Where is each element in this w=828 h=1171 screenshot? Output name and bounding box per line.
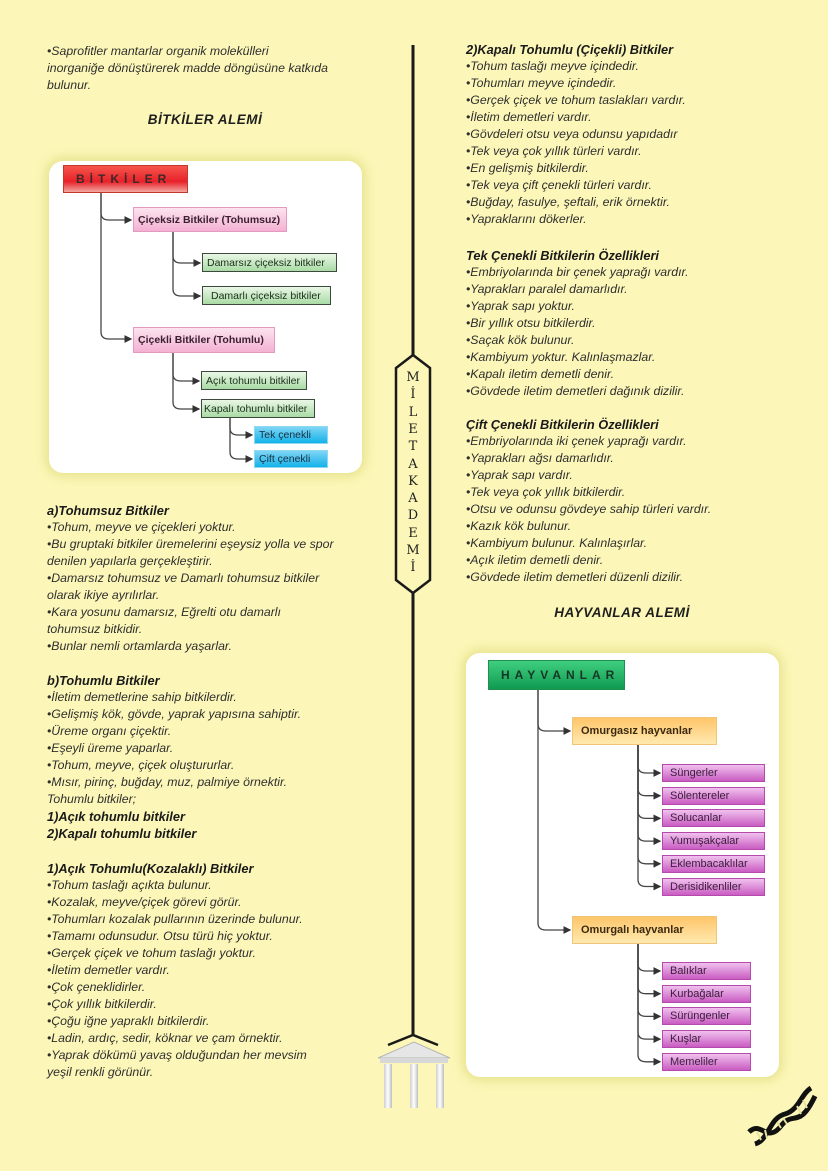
bullet-line: •Yaprak sapı vardır. bbox=[466, 468, 573, 482]
bullet-line: •İletim demetleri vardır. bbox=[466, 110, 592, 124]
bullet-line: •Kara yosunu damarsız, Eğrelti otu damarlı bbox=[47, 605, 281, 619]
vertebrates-box: Omurgalı hayvanlar bbox=[572, 916, 717, 944]
bullet-line: •Tek veya çok yıllık türleri vardır. bbox=[466, 144, 642, 158]
bullet-line: •Ladin, ardıç, sedir, köknar ve çam örnektir. bbox=[47, 1031, 283, 1045]
bullet-line: •Saçak kök bulunur. bbox=[466, 333, 575, 347]
connector-arrow bbox=[638, 745, 660, 773]
divider-letter: M bbox=[406, 370, 420, 385]
connector-arrow bbox=[101, 193, 131, 220]
animals-kingdom-title: HAYVANLAR ALEMİ bbox=[554, 605, 690, 620]
animals-diagram bbox=[466, 653, 779, 1077]
bullet-line: •Çok çeneklidirler. bbox=[47, 980, 146, 994]
bullet-line: olarak ikiye ayrılırlar. bbox=[47, 588, 160, 602]
section-heading: 2)Kapalı Tohumlu (Çiçekli) Bitkiler bbox=[466, 42, 674, 57]
connector-arrow bbox=[638, 944, 660, 994]
bullet-line: •Kambiyum yoktur. Kalınlaşmazlar. bbox=[466, 350, 656, 364]
bullet-line: •Tohum taslağı meyve içindedir. bbox=[466, 59, 639, 73]
bullet-line: yeşil renkli görünür. bbox=[47, 1065, 154, 1079]
connector-arrow bbox=[538, 690, 570, 930]
divider-letter: T bbox=[408, 439, 418, 455]
dicot-box: Çift çenekli bbox=[254, 450, 328, 468]
section-heading: Çift Çenekli Bitkilerin Özellikleri bbox=[466, 417, 659, 432]
bullet-line: •Açık iletim demetli denir. bbox=[466, 553, 604, 567]
plants-diagram bbox=[49, 161, 362, 473]
bullet-line: •Kazık kök bulunur. bbox=[466, 519, 572, 533]
bullet-line: •Gövdede iletim demetleri düzenli dizilir. bbox=[466, 570, 684, 584]
bullet-line: •Kozalak, meyve/çiçek görevi görür. bbox=[47, 895, 242, 909]
bullet-line: •İletim demetler vardır. bbox=[47, 963, 170, 977]
divider-letter: L bbox=[408, 404, 418, 420]
bullet-line: •Yaprakları paralel damarlıdır. bbox=[466, 282, 628, 296]
academy-name-vertical bbox=[396, 0, 430, 600]
bullet-line: •Çok yıllık bitkilerdir. bbox=[47, 997, 157, 1011]
bullet-line: •Gelişmiş kök, gövde, yaprak yapısına sahiptir. bbox=[47, 707, 301, 721]
connector-arrow bbox=[638, 944, 660, 1062]
connector-arrow bbox=[538, 690, 570, 731]
connector-arrow bbox=[173, 232, 200, 263]
bullet-line: •Gövdeleri otsu veya odunsu yapıdadır bbox=[466, 127, 678, 141]
bullet-line: •Bir yıllık otsu bitkilerdir. bbox=[466, 316, 596, 330]
section-heading: Tek Çenekli Bitkilerin Özellikleri bbox=[466, 248, 659, 263]
seed-section bbox=[47, 672, 301, 842]
bullet-line: •Kapalı iletim demetli denir. bbox=[466, 367, 615, 381]
bullet-line: •Kambiyum bulunur. Kalınlaşırlar. bbox=[466, 536, 648, 550]
bullet-line: •Gerçek çiçek ve tohum taslağı yoktur. bbox=[47, 946, 256, 960]
animal-group-box: Derisidikenliler bbox=[662, 878, 765, 896]
bullet-line: •Tamamı odunsudur. Otsu türü hiç yoktur. bbox=[47, 929, 273, 943]
divider-letter: D bbox=[407, 508, 419, 524]
connector-arrow bbox=[638, 745, 660, 841]
bullet-line: •En gelişmiş bitkilerdir. bbox=[466, 161, 589, 175]
connector-arrow bbox=[638, 944, 660, 1016]
vascular-box: Damarlı çiçeksiz bitkiler bbox=[202, 286, 331, 305]
connector-arrow bbox=[230, 418, 252, 435]
angiosperm-section bbox=[466, 41, 686, 228]
connector-arrow bbox=[230, 418, 252, 459]
dicot-section bbox=[466, 416, 711, 586]
bullet-line: •Embriyolarında iki çenek yaprağı vardır. bbox=[466, 434, 687, 448]
bullet-line: tohumsuz bitkidir. bbox=[47, 622, 143, 636]
divider-letter: İ bbox=[410, 387, 416, 403]
connector-arrow bbox=[638, 745, 660, 796]
plants-kingdom-title: BİTKİLER ALEMİ bbox=[147, 112, 263, 127]
bullet-line: •Embriyolarında bir çenek yaprağı vardır. bbox=[466, 265, 689, 279]
bullet-line: •Çoğu iğne yapraklı bitkilerdir. bbox=[47, 1014, 210, 1028]
bullet-line: •Mısır, pirinç, buğday, muz, palmiye örnektir. bbox=[47, 775, 288, 789]
bullet-line: •Buğday, fasulye, şeftali, erik örnektir. bbox=[466, 195, 670, 209]
bullet-line: •İletim demetlerine sahip bitkilerdir. bbox=[47, 690, 237, 704]
connector-arrow bbox=[638, 944, 660, 971]
animal-group-box: Kuşlar bbox=[662, 1030, 751, 1048]
nonvascular-box: Damarsız çiçeksiz bitkiler bbox=[202, 253, 337, 272]
gymnosperm-section bbox=[47, 860, 307, 1081]
bullet-line: •Yapraklarını dökerler. bbox=[466, 212, 587, 226]
animal-group-box: Solucanlar bbox=[662, 809, 765, 827]
bullet-line: •Tohum taslağı açıkta bulunur. bbox=[47, 878, 212, 892]
connector-arrow bbox=[173, 353, 199, 381]
plants-root-box: BİTKİLER bbox=[63, 165, 188, 193]
connector-arrow bbox=[638, 745, 660, 818]
animal-group-box: Kurbağalar bbox=[662, 985, 751, 1003]
temple-icon bbox=[374, 1040, 454, 1115]
connector-arrow bbox=[173, 232, 200, 296]
divider-letter: E bbox=[408, 525, 418, 541]
animal-group-box: Memeliler bbox=[662, 1053, 751, 1071]
bullet-line: •Tohum, meyve ve çiçekleri yoktur. bbox=[47, 520, 236, 534]
invertebrates-box: Omurgasız hayvanlar bbox=[572, 717, 717, 745]
subtype-heading: 2)Kapalı tohumlu bitkiler bbox=[47, 826, 197, 841]
divider-letter: K bbox=[408, 473, 418, 489]
intro-text bbox=[47, 43, 328, 94]
section-heading: b)Tohumlu Bitkiler bbox=[47, 673, 160, 688]
bullet-line: Tohumlu bitkiler; bbox=[47, 792, 137, 806]
text-line: bulunur. bbox=[47, 78, 91, 92]
bullet-line: •Bunlar nemli ortamlarda yaşarlar. bbox=[47, 639, 232, 653]
bullet-line: •Tek veya çok yıllık bitkilerdir. bbox=[466, 485, 626, 499]
bullet-line: •Tohum, meyve, çiçek oluştururlar. bbox=[47, 758, 235, 772]
animal-group-box: Sürüngenler bbox=[662, 1007, 751, 1025]
dna-icon bbox=[745, 1082, 820, 1154]
connector-arrow bbox=[638, 745, 660, 887]
bullet-line: •Tohumları kozalak pullarının üzerinde bulunur. bbox=[47, 912, 303, 926]
bullet-line: •Tek veya çift çenekli türleri vardır. bbox=[466, 178, 652, 192]
connector-arrow bbox=[638, 944, 660, 1039]
bullet-line: •Eşeyli üreme yaparlar. bbox=[47, 741, 174, 755]
seed-plants-box: Çiçekli Bitkiler (Tohumlu) bbox=[133, 327, 275, 353]
animal-group-box: Balıklar bbox=[662, 962, 751, 980]
seedless-section bbox=[47, 502, 334, 655]
bullet-line: denilen yapılarla gerçekleştirir. bbox=[47, 554, 213, 568]
animal-group-box: Sölentereler bbox=[662, 787, 765, 805]
connector-arrow bbox=[638, 745, 660, 864]
divider-letter: M bbox=[406, 543, 420, 558]
seedless-plants-box: Çiçeksiz Bitkiler (Tohumsuz) bbox=[133, 207, 287, 232]
section-heading: a)Tohumsuz Bitkiler bbox=[47, 503, 169, 518]
animals-root-box: HAYVANLAR bbox=[488, 660, 625, 690]
bullet-line: •Üreme organı çiçektir. bbox=[47, 724, 172, 738]
animal-group-box: Süngerler bbox=[662, 764, 765, 782]
section-heading: 1)Açık Tohumlu(Kozalaklı) Bitkiler bbox=[47, 861, 254, 876]
text-line: inorganiğe dönüştürerek madde döngüsüne katkıda bbox=[47, 61, 328, 75]
animal-group-box: Yumuşakçalar bbox=[662, 832, 765, 850]
divider-letter: A bbox=[408, 456, 418, 472]
bullet-line: •Damarsız tohumsuz ve Damarlı tohumsuz bitkiler bbox=[47, 571, 320, 585]
divider-letter: E bbox=[408, 421, 418, 437]
angiosperm-box: Kapalı tohumlu bitkiler bbox=[201, 399, 315, 418]
bullet-line: •Yaprak dökümü yavaş olduğundan her mevsim bbox=[47, 1048, 307, 1062]
animal-group-box: Eklembacaklılar bbox=[662, 855, 765, 873]
bullet-line: •Gövdede iletim demetleri dağınık dizilir. bbox=[466, 384, 685, 398]
bullet-line: •Gerçek çiçek ve tohum taslakları vardır. bbox=[466, 93, 686, 107]
bullet-line: •Otsu ve odunsu gövdeye sahip türleri vardır. bbox=[466, 502, 712, 516]
gymnosperm-box: Açık tohumlu bitkiler bbox=[201, 371, 307, 390]
connector-arrow bbox=[101, 193, 131, 339]
bullet-line: •Yaprak sapı yoktur. bbox=[466, 299, 575, 313]
monocot-section bbox=[466, 247, 689, 400]
subtype-heading: 1)Açık tohumlu bitkiler bbox=[47, 809, 185, 824]
monocot-box: Tek çenekli bbox=[254, 426, 328, 444]
bullet-line: •Yaprakları ağsı damarlıdır. bbox=[466, 451, 614, 465]
text-line: •Saprofitler mantarlar organik molekülleri bbox=[47, 44, 269, 58]
bullet-line: •Tohumları meyve içindedir. bbox=[466, 76, 617, 90]
divider-letter: İ bbox=[410, 560, 416, 576]
divider-letter: A bbox=[408, 491, 418, 507]
bullet-line: •Bu gruptaki bitkiler üremelerini eşeysiz yolla ve spor bbox=[47, 537, 334, 551]
